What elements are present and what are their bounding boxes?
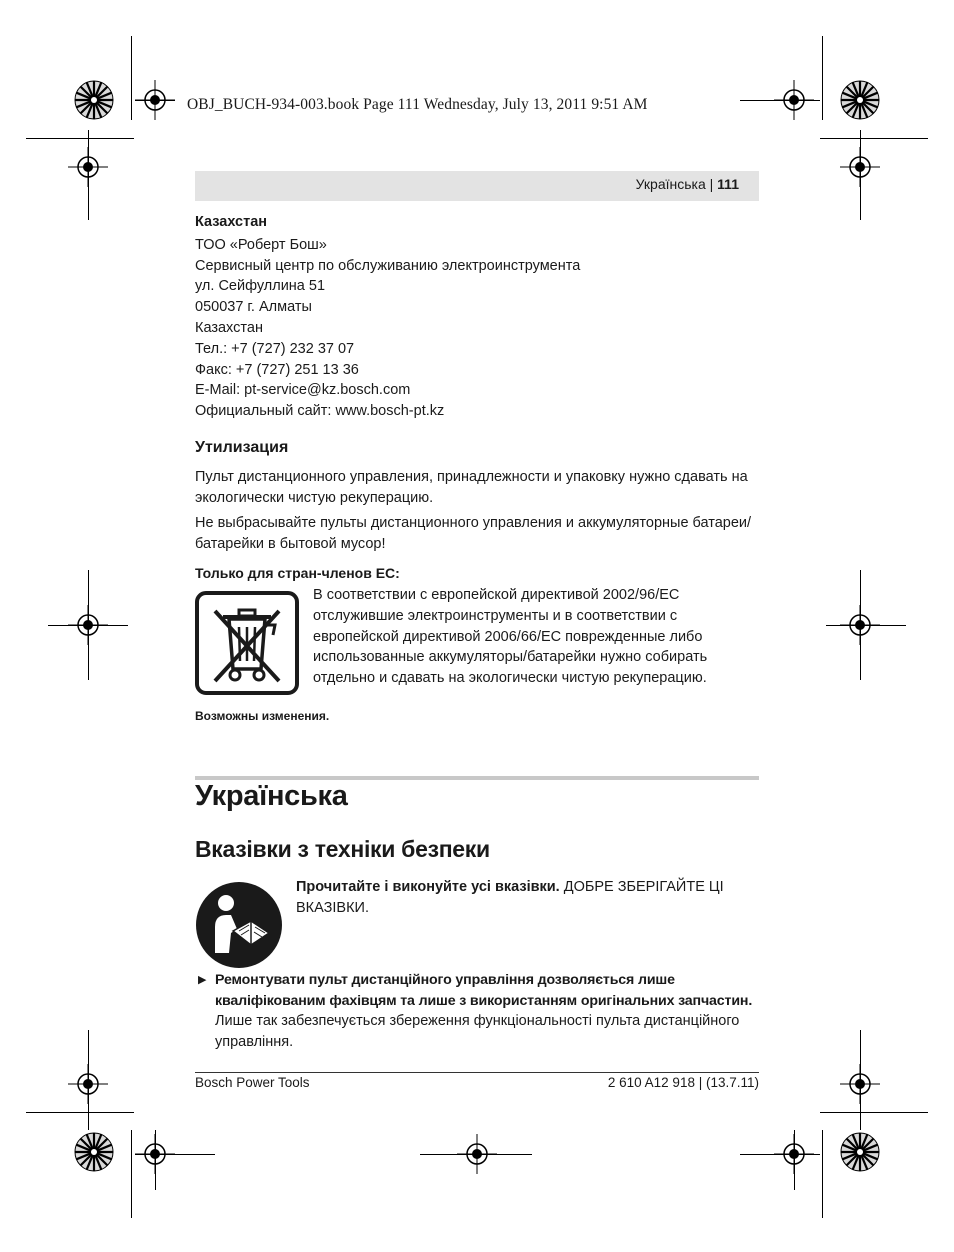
kazakhstan-block [195, 212, 759, 422]
kazakhstan-heading: Казахстан [195, 214, 268, 230]
repair-warning-text: Лише так забезпечується збереження функціональності пульта дистанційного управління. [215, 1013, 740, 1050]
address-line: Казахстан [195, 319, 263, 336]
print-slug: OBJ_BUCH-934-003.book Page 111 Wednesday, July 13, 2011 9:51 AM [187, 96, 648, 113]
changes-note: Возможны изменения. [195, 709, 330, 723]
crop-mark [88, 130, 89, 220]
address-line: Сервисный центр по обслуживанию электроинструмента [195, 257, 581, 274]
crop-mark [822, 36, 823, 120]
disposal-para-1: Пульт дистанционного управления, принадлежности и упаковку нужно сдавать на экологически чистую рекуперацию. [195, 469, 748, 506]
header-page-number: 111 [717, 176, 739, 192]
crop-mark [155, 1130, 156, 1190]
header-language: Українська [635, 176, 706, 192]
header-separator: | [709, 176, 714, 192]
crop-mark [26, 138, 134, 139]
crop-mark [826, 625, 906, 626]
read-instructions-text [296, 877, 756, 919]
crop-mark [420, 1154, 532, 1155]
crop-mark [822, 1130, 823, 1218]
phone-line: Тел.: +7 (727) 232 37 07 [195, 340, 355, 357]
crop-mark [88, 1030, 89, 1130]
crop-mark [794, 1130, 795, 1190]
crop-mark [135, 1154, 215, 1155]
running-header [195, 171, 759, 201]
crop-mark [131, 36, 132, 120]
safety-heading: Вказівки з техніки безпеки [195, 836, 490, 862]
fax-line: Факс: +7 (727) 251 13 36 [195, 361, 359, 378]
crop-mark [131, 1130, 132, 1218]
disposal-para-2: Не выбрасывайте пульты дистанционного управления и аккумуляторные батареи/батарейки в бытовой мусор! [195, 515, 752, 552]
crop-mark [740, 1154, 820, 1155]
color-wheel-icon [74, 80, 114, 120]
read-instructions-rest: ДОБРЕ ЗБЕРІГАЙТЕ ЦІ ВКАЗІВКИ. [296, 879, 724, 916]
color-wheel-icon [840, 80, 880, 120]
crop-mark [26, 1112, 134, 1113]
eu-heading: Только для стран-членов ЕС: [195, 565, 400, 581]
website-line: Официальный сайт: www.bosch-pt.kz [195, 403, 445, 420]
bullet-marker: ▶ [198, 974, 207, 986]
crop-mark [860, 130, 861, 220]
repair-warning-bold: Ремонтувати пульт дистанційного управління дозволяється лише кваліфікованим фахівцям та лише з використанням оригінальних запчастин. [215, 972, 753, 1009]
crop-mark [820, 138, 928, 139]
crop-mark [820, 1112, 928, 1113]
color-wheel-icon [840, 1132, 880, 1172]
footer-doc-number: 2 610 A12 918 | (13.7.11) [607, 1075, 759, 1090]
disposal-heading: Утилизация [195, 439, 289, 456]
email-line: E-Mail: pt-service@kz.bosch.com [195, 382, 411, 399]
crop-mark [135, 100, 175, 101]
header-text [636, 176, 739, 192]
crop-mark [740, 100, 820, 101]
address-line: ТОО «Роберт Бош» [195, 236, 327, 253]
crop-mark [860, 1030, 861, 1130]
section-title: Українська [195, 780, 348, 812]
address-line: ул. Сейфуллина 51 [195, 278, 326, 295]
crop-mark [48, 625, 128, 626]
eu-directive-text: В соответствии с европейской директивой 2002/96/ЕС отслужившие электроинструменты и в соответствии с европейской директивой 2006/66/ЕС поврежденные либо использованные аккумуляторы/батарейки нужно собирать отдельно и сдавать на экологически чистую рекуперацию. [313, 587, 708, 687]
read-instructions-bold: Прочитайте і виконуйте усі вказівки. [296, 879, 560, 895]
color-wheel-icon [74, 1132, 114, 1172]
weee-crossed-bin-icon [195, 591, 299, 700]
footer-rule [195, 1072, 759, 1073]
read-manual-icon [195, 881, 283, 974]
address-line: 050037 г. Алматы [195, 299, 312, 316]
footer-brand: Bosch Power Tools [195, 1075, 310, 1090]
